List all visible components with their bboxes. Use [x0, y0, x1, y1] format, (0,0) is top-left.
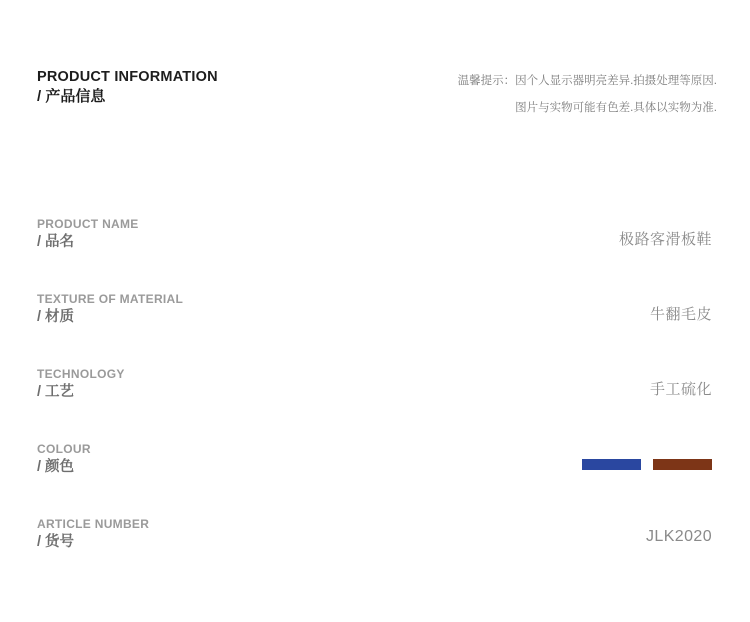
spec-value: 手工硫化 — [649, 381, 712, 398]
spec-value: 牛翻毛皮 — [649, 306, 712, 323]
page-title-cn: / 产品信息 — [37, 88, 106, 105]
spec-label — [37, 210, 139, 252]
spec-label — [37, 285, 183, 327]
spec-label-cn: / 颜色 — [37, 459, 75, 475]
spec-row-article-number — [37, 510, 712, 585]
spec-label-cn: / 货号 — [37, 534, 75, 550]
spec-list — [37, 210, 712, 585]
spec-row-texture-of-material — [37, 285, 712, 360]
spec-label — [37, 510, 149, 552]
spec-label — [37, 360, 125, 402]
spec-row-colour — [37, 435, 712, 510]
colour-swatch-list — [582, 435, 712, 470]
spec-label-cn: / 工艺 — [37, 384, 75, 400]
spec-label-cn: / 品名 — [37, 234, 75, 250]
page-header — [37, 68, 717, 122]
disclaimer-line-2: 图片与实物可能有色差.具体以实物为准. — [515, 102, 717, 114]
page-title-block — [37, 68, 337, 107]
spec-label-en: TECHNOLOGY — [37, 367, 125, 381]
spec-row-product-name — [37, 210, 712, 285]
disclaimer-note — [417, 68, 717, 122]
spec-label-en: PRODUCT NAME — [37, 217, 139, 231]
colour-swatch-brown[interactable] — [653, 459, 712, 470]
spec-label-en: COLOUR — [37, 442, 91, 456]
spec-label-en: TEXTURE OF MATERIAL — [37, 292, 184, 306]
spec-value: 极路客滑板鞋 — [618, 231, 712, 248]
disclaimer-line-1: 温馨提示：因个人显示器明亮差异.拍摄处理等原因. — [457, 75, 717, 87]
colour-swatch-blue[interactable] — [582, 459, 641, 470]
spec-row-technology — [37, 360, 712, 435]
spec-value: JLK2020 — [646, 528, 712, 545]
spec-label-en: ARTICLE NUMBER — [37, 517, 150, 531]
spec-label — [37, 435, 91, 477]
spec-label-cn: / 材质 — [37, 309, 75, 325]
page-title-en: PRODUCT INFORMATION — [37, 69, 218, 85]
